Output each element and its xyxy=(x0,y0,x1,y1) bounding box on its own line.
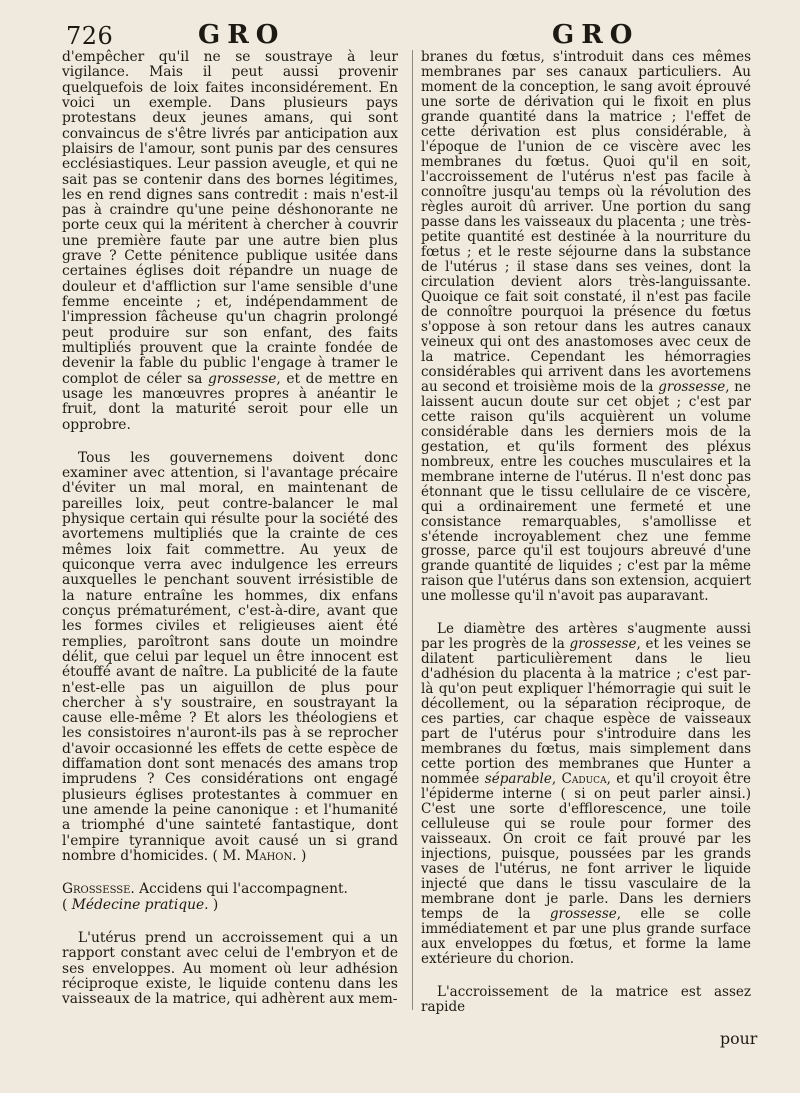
text-run: Tous les gouvernemens doivent donc examiner avec attention, si l'avantage précaire d'éviter un mal moral, en maintenant de pareilles loix, peut contre-balancer le mal physique certain qui résulte pour la société des avortemens multipliés que la crainte de ces mêmes loix fait commettre. Au yeux de quiconque verra avec indulgence les erreurs auxquelles le penchant souvent irrésistible de la nature entraîne les hommes, dix enfans conçus prématurément, c'est-à-dire, avant que les formes civiles et religieuses aient été remplies, paroîtront sans doute un moindre délit, que celui par lequel un être innocent est étouffé avant de naître. La publicité de la faute n'est-elle pas un aiguillon de plus pour chercher à s'y soustraire, en soustrayant la cause elle-même ? Et alors les théologiens et les consistoires n'auront-ils pas à se reprocher d'avoir occasionné les effets de cette espèce de diffamation dont sont menacés des amans trop imprudens ? Ces considérations ont engagé plusieurs églises protestantes à commuer en une amende la peine canonique : et l'humanité a triomphé d'une sainteté fantastique, dont l'empire tyrannique avoit causé un si grand nombre d'homicides. ( M. xyxy=(62,449,398,864)
left-running-title: GRO xyxy=(198,20,286,50)
entry-heading xyxy=(62,882,398,913)
italic-term: grossesse xyxy=(658,378,726,395)
entry-term: Grossesse xyxy=(62,881,131,898)
caduca-term: Caduca xyxy=(561,771,607,788)
right-column xyxy=(421,50,751,1015)
text-run: , ne laissent aucun doute sur cet objet ; c'est par cette raison qu'ils acquièrent un volume considérable dans les derniers mois de la gestation, et qu'ils forment des pléxus nombreux, entre les couches musculaires et la membrane interne de l'utérus. Il n'est donc pas étonnant que le tissu cellulaire de ce viscère, qui a ordinairement une fermeté et une consistance remarquables, s'amollisse et s'étende incroyablement chez une femme grosse, parce qu'il est toujours abreuvé d'une grande quantité de liquides ; c'est par la même raison que l'utérus dans son extension, acquiert une mollesse qu'il n'avoit pas auparavant. xyxy=(421,378,751,605)
italic-term: grossesse xyxy=(549,906,617,923)
italic-term: grossesse xyxy=(569,636,637,653)
text-run: , elle se colle immédiatement et par une plus grande surface aux enveloppes du fœtus, et forme la lame extérieure du chorion. xyxy=(421,906,751,968)
text-run: . ) xyxy=(204,896,219,913)
italic-term: séparable xyxy=(484,771,552,788)
text-run: Le diamètre des artères s'augmente aussi par les progrès de la xyxy=(421,621,751,653)
text-run: , xyxy=(551,771,562,788)
text-run: ( xyxy=(62,896,72,913)
column-divider xyxy=(412,50,413,1010)
entry-section: Médecine pratique xyxy=(71,896,205,913)
entry-title: . Accidens qui l'accompagnent. xyxy=(130,881,348,898)
left-column xyxy=(62,50,398,1007)
paragraph xyxy=(421,50,751,604)
text-run: , et de mettre en usage les manœuvres propres à anéantir le fruit, dont la maturité seroit pour elle un opprobre. xyxy=(62,370,398,433)
paragraph xyxy=(62,931,398,1008)
text-run: L'accroissement de la matrice est assez rapide xyxy=(421,984,751,1016)
text-run: , et les veines se dilatent particulièrement dans le lieu d'adhésion du placenta à la matrice ; c'est par-là qu'on peut expliquer l'hémorragie qui suit le décollement, ou la séparation réciproque, de ces parties, car chaque espèce de vaisseaux part de l'utérus pour s'introduire dans les membranes du fœtus, mais simplement dans cette portion des membranes que Hunter a nommée xyxy=(421,636,751,788)
text-run: d'empêcher qu'il ne se soustraye à leur vigilance. Mais il peut aussi provenir quelquefois de loix faites inconsidérement. En voici un exemple. Dans plusieurs pays protestans deux jeunes amans, qui sont convaincus de s'être livrés par anticipation aux plaisirs de l'amour, sont punis par des censures ecclésiastiques. Leur passion aveugle, et qui ne sait pas se contenir dans des bornes légitimes, les en rend dignes sans contredit : mais n'est-il pas à craindre qu'une peine déshonorante ne porte ceux qui la méritent à chercher à couvrir une première faute par une autre bien plus grave ? Cette pénitence publique usitée dans certaines églises doit répandre un nuage de douleur et d'affliction sur l'ame sensible d'une femme enceinte ; et, indépendamment de l'impression fâcheuse qu'un chagrin prolongé peut produire sur son enfant, des faits multipliés prouvent que la crainte fondée de devenir la fable du public l'engage à tramer le complot de céler sa xyxy=(62,49,398,387)
paragraph xyxy=(421,622,751,967)
page-number: 726 xyxy=(66,22,114,50)
paragraph xyxy=(62,451,398,864)
text-run: , et qu'il croyoit être l'épiderme interne ( si on peut parler ainsi.) C'est une sorte d'efflorescence, une toile celluleuse qui se roule pour former des vaisseaux. On croit ce fait prouvé par les injections, puisque, poussées par les grands vases de l'utérus, ne font arriver le liquide injecté que dans le tissu vasculaire de la membrane dont je parle. Dans les derniers temps de la xyxy=(421,771,751,923)
text-run: L'utérus prend un accroissement qui a un rapport constant avec celui de l'embryon et de ses enveloppes. Au moment où leur adhésion réciproque existe, le liquide contenu dans les vaisseaux de la matrice, qui adhèrent aux mem- xyxy=(62,929,398,1008)
author-name: Mahon xyxy=(245,847,293,864)
paragraph xyxy=(62,50,398,433)
text-run: . ) xyxy=(292,847,307,864)
right-running-title: GRO xyxy=(552,20,640,50)
paragraph xyxy=(421,985,751,1015)
italic-term: grossesse xyxy=(207,370,277,387)
text-run: branes du fœtus, s'introduit dans ces mêmes membranes par ses canaux particuliers. Au moment de la conception, le sang avoit éprouvé une sorte de dérivation qui le fixoit en plus grande quantité dans la matrice ; l'effet de cette dérivation est plus considérable, à l'époque de l'union de ce viscère avec les membranes du fœtus. Quoi qu'il en soit, l'accroissement de l'utérus n'est pas facile à connoître jusqu'au temps où la révolution des règles auroit dû arriver. Une portion du sang passe dans les vaisseaux du placenta ; une très-petite quantité est destinée à la nourriture du fœtus ; et le reste séjourne dans la substance de l'utérus ; il stase dans ses veines, dont la circulation devient alors très-languissante. Quoique ce fait soit constaté, il n'est pas facile de connoître pourquoi la présence du fœtus s'oppose à son retour dans les autres canaux veineux qui ont des anastomoses avec ceux de la matrice. Cependant les hémorragies considérables qui arrivent dans les avortemens au second et troisième mois de la xyxy=(421,49,751,395)
catchword: pour xyxy=(720,1029,758,1048)
